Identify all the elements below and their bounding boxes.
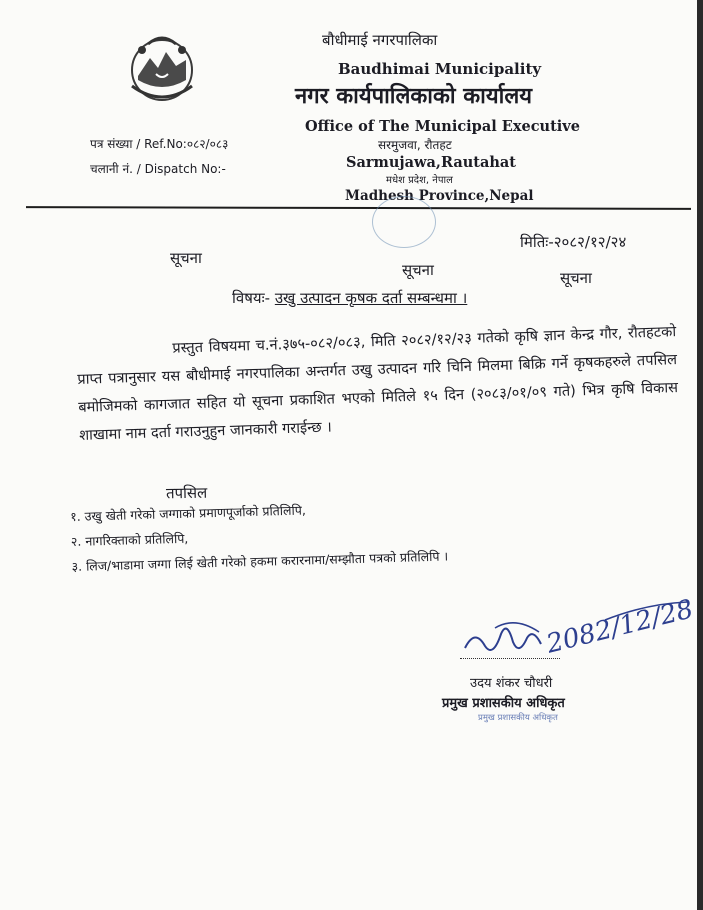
page-edge <box>697 0 703 910</box>
schedule-list <box>70 497 449 582</box>
subject-line <box>232 288 467 308</box>
letter-date: मितिः-२०८२/१२/२४ <box>520 233 627 251</box>
reference-number: पत्र संख्या / Ref.No:०८२/०८३ <box>90 137 229 151</box>
signature-line <box>460 658 560 659</box>
office-title-np: नगर कार्यपालिकाको कार्यालय <box>295 84 532 109</box>
subject-prefix: विषयः- <box>232 289 271 307</box>
body-paragraph: प्रस्तुत विषयमा च.नं.३७५-०८२/०८३, मिति २०८२/१२/२३ गतेको कृषि ज्ञान केन्द्र गौर, रौतहटको प्राप्त पत्रानुसार यस बौधीमाई नगरपालिका अन्तर्गत उखु उत्पादन गरि चिनि मिलमा बिक्रि गर्ने कृषकहरुले तपसिल बमोजिमको कागजात सहित यो सूचना प्रकाशित भएको मितिले १५ दिन (२०८३/०१/०९ गते) भित्र कृषि विकास शाखामा नाम दर्ता गराउनुहुन जानकारी गराईन्छ । <box>77 323 679 444</box>
dispatch-number: चलानी नं. / Dispatch No:- <box>90 162 226 176</box>
header-divider <box>26 206 691 210</box>
designation-stamp: प्रमुख प्रशासकीय अधिकृत <box>478 713 558 723</box>
notice-label-right: सूचना <box>560 269 592 287</box>
municipality-name-en: Baudhimai Municipality <box>338 60 542 78</box>
signer-name: उदय शंकर चौधरी <box>470 676 553 691</box>
municipality-name-np: बौधीमाई नगरपालिका <box>322 31 438 49</box>
list-item: ३. लिज/भाडामा जग्गा लिई खेती गरेको हकमा करारनामा/सम्झौता पत्रको प्रतिलिपि । <box>71 548 449 574</box>
signer-designation: प्रमुख प्रशासकीय अधिकृत <box>442 696 565 711</box>
notice-label-left: सूचना <box>170 249 202 267</box>
address-np: सरमुजवा, रौतहट <box>378 138 452 152</box>
list-item: १. उखु खेती गरेको जग्गाको प्रमाणपूर्जाको प्रतिलिपि, <box>70 502 307 524</box>
notice-label-center: सूचना <box>402 261 434 279</box>
subject-text: उखु उत्पादन कृषक दर्ता सम्बन्धमा । <box>274 289 468 307</box>
province-en: Madhesh Province,Nepal <box>345 188 534 204</box>
list-item: २. नागरिक्ताको प्रतिलिपि, <box>70 530 189 549</box>
office-title-en: Office of The Municipal Executive <box>305 118 580 135</box>
nepal-emblem-icon <box>120 30 204 110</box>
province-np: मधेश प्रदेश, नेपाल <box>386 175 453 186</box>
address-en: Sarmujawa,Rautahat <box>346 154 517 171</box>
office-stamp <box>372 196 436 248</box>
schedule-title: तपसिल <box>165 483 208 503</box>
handwritten-date: 2082/12/28 <box>543 594 697 660</box>
